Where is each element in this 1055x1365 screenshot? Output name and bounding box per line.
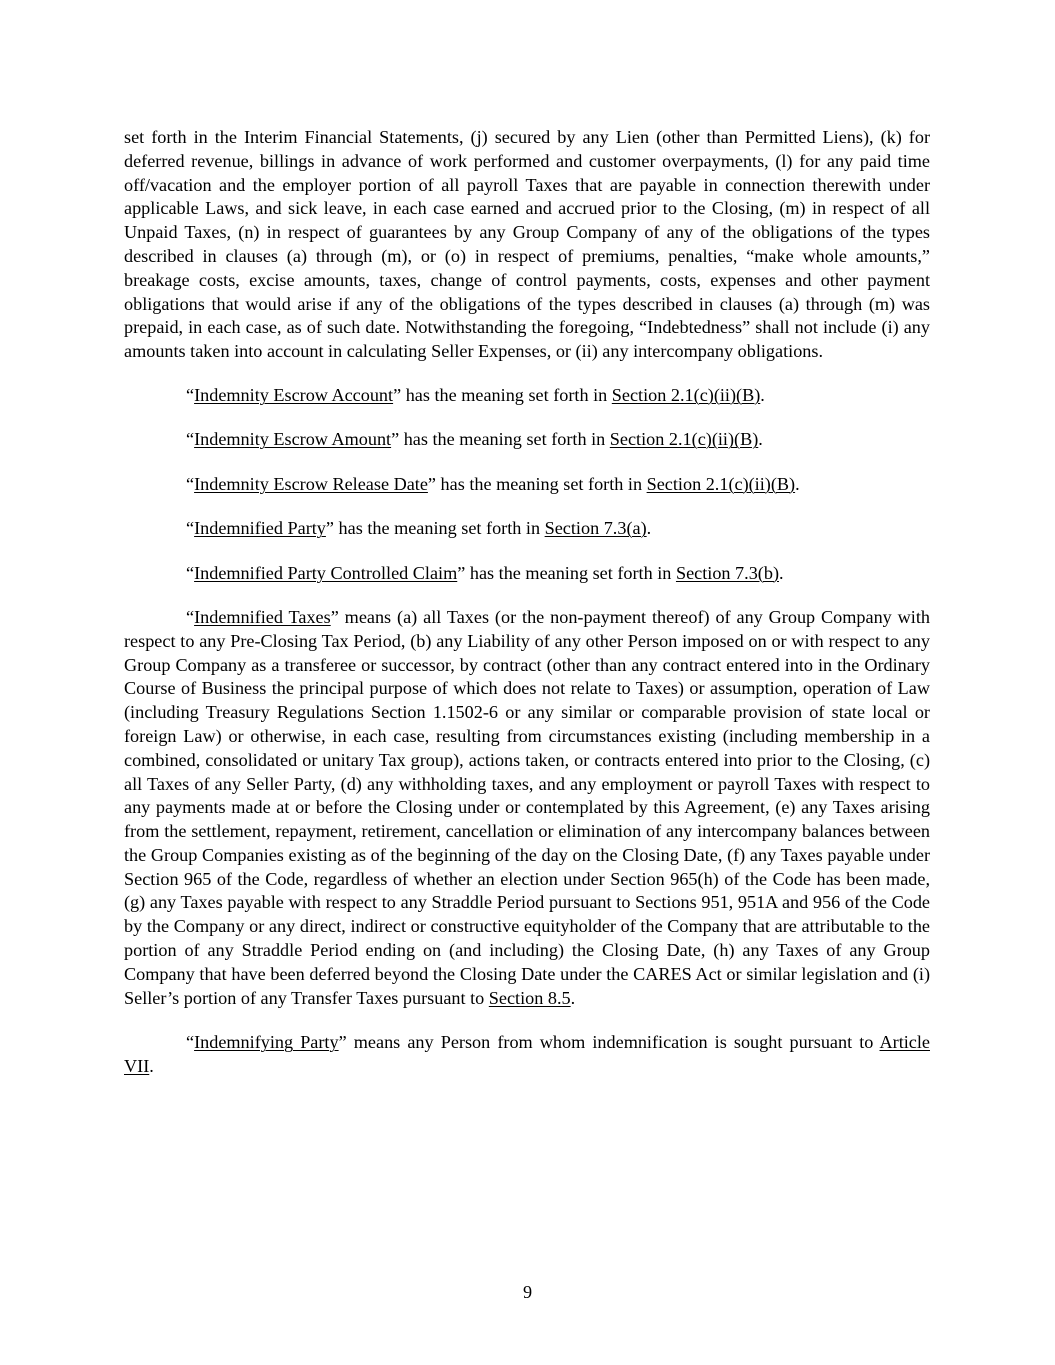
defined-term: Indemnified Party Controlled Claim: [194, 562, 458, 583]
section-reference: Section 7.3(b): [675, 562, 779, 583]
definition-indemnified-party: “Indemnified Party” has the meaning set forth in Section 7.3(a).: [186, 518, 652, 539]
defined-term: Indemnity Escrow Account: [194, 384, 394, 405]
definition-indemnifying-party: “Indemnifying Party” means any Person from whom indemnification is sought pursuant to Article VII.: [124, 1032, 930, 1076]
defined-term: Indemnity Escrow Amount: [194, 429, 392, 450]
page-number: 9: [522, 1282, 533, 1302]
defined-term: Indemnity Escrow Release Date: [194, 473, 428, 494]
section-reference: Article VII: [124, 1032, 930, 1076]
definition-indemnity-escrow-release-date: “Indemnity Escrow Release Date” has the meaning set forth in Section 2.1(c)(ii)(B).: [186, 473, 800, 494]
section-reference: Section 8.5: [488, 987, 571, 1008]
definition-indemnified-taxes: “Indemnified Taxes” means (a) all Taxes (or the non-payment thereof) of any Group Company with respect to any Pre-Closing Tax Period, (b) any Liability of any other Person imposed on or with respect to any Group Company as a transferee or successor, by contract (other than any contract entered into in the Ordinary Course of Business the principal purpose of which does not relate to Taxes) or assumption, operation of Law (including Treasury Regulations Section 1.1502-6 or any similar or comparable provision of state local or foreign Law) or otherwise, in each case, resulting from circumstances existing (including membership in a combined, consolidated or unitary Tax group), actions taken, or contracts entered into prior to the Closing, (c) all Taxes of any Seller Party, (d) any withholding taxes, and any employment or payroll Taxes with respect to any payments made at or before the Closing under or contemplated by this Agreement, (e) any Taxes arising from the settlement, repayment, retirement, cancellation or elimination of any intercompany balances between the Group Companies existing as of the beginning of the day on the Closing Date, (f) any Taxes payable under Section 965 of the Code, regardless of whether an election under Section 965(h) of the Code has been made, (g) any Taxes payable with respect to any Straddle Period pursuant to Sections 951, 951A and 956 of the Code by the Company or any direct, indirect or constructive equityholder of the Company that are attributable to the portion of any Straddle Period ending on (and including) the Closing Date, (h) any Taxes of any Group Company that have been deferred beyond the Closing Date under the CARES Act or similar legislation and (i) Seller’s portion of any Transfer Taxes pursuant to Section 8.5.: [124, 606, 930, 1008]
definition-indemnified-party-controlled-claim: “Indemnified Party Controlled Claim” has the meaning set forth in Section 7.3(b).: [186, 562, 784, 583]
definition-indemnity-escrow-amount: “Indemnity Escrow Amount” has the meaning set forth in Section 2.1(c)(ii)(B).: [186, 429, 763, 450]
section-reference: Section 2.1(c)(ii)(B): [609, 429, 759, 450]
section-reference: Section 7.3(a): [544, 518, 647, 539]
continuation-paragraph: set forth in the Interim Financial Statements, (j) secured by any Lien (other than Permitted Liens), (k) for deferred revenue, billings in advance of work performed and customer overpayments, (l) for any paid time off/vacation and the employer portion of all payroll Taxes that are payable in connection therewith under applicable Laws, and sick leave, in each case earned and accrued prior to the Closing, (m) in respect of all Unpaid Taxes, (n) in respect of guarantees by any Group Company of any of the obligations of the types described in clauses (a) through (m), or (o) in respect of premiums, penalties, “make whole amounts,” breakage costs, excise amounts, taxes, change of control payments, costs, expenses and other payment obligations that would arise if any of the obligations of the types described in clauses (a) through (m) was prepaid, in each case, as of such date. Notwithstanding the foregoing, “Indebtedness” shall not include (i) any amounts taken into account in calculating Seller Expenses, or (ii) any intercompany obligations.: [124, 127, 930, 362]
document-body: [124, 126, 930, 1099]
defined-term: Indemnified Taxes: [194, 606, 331, 627]
defined-term: Indemnifying Party: [194, 1032, 339, 1053]
definition-indemnity-escrow-account: “Indemnity Escrow Account” has the meaning set forth in Section 2.1(c)(ii)(B).: [186, 384, 765, 405]
defined-term: Indemnified Party: [194, 518, 326, 539]
section-reference: Section 2.1(c)(ii)(B): [646, 473, 796, 494]
section-reference: Section 2.1(c)(ii)(B): [611, 384, 761, 405]
